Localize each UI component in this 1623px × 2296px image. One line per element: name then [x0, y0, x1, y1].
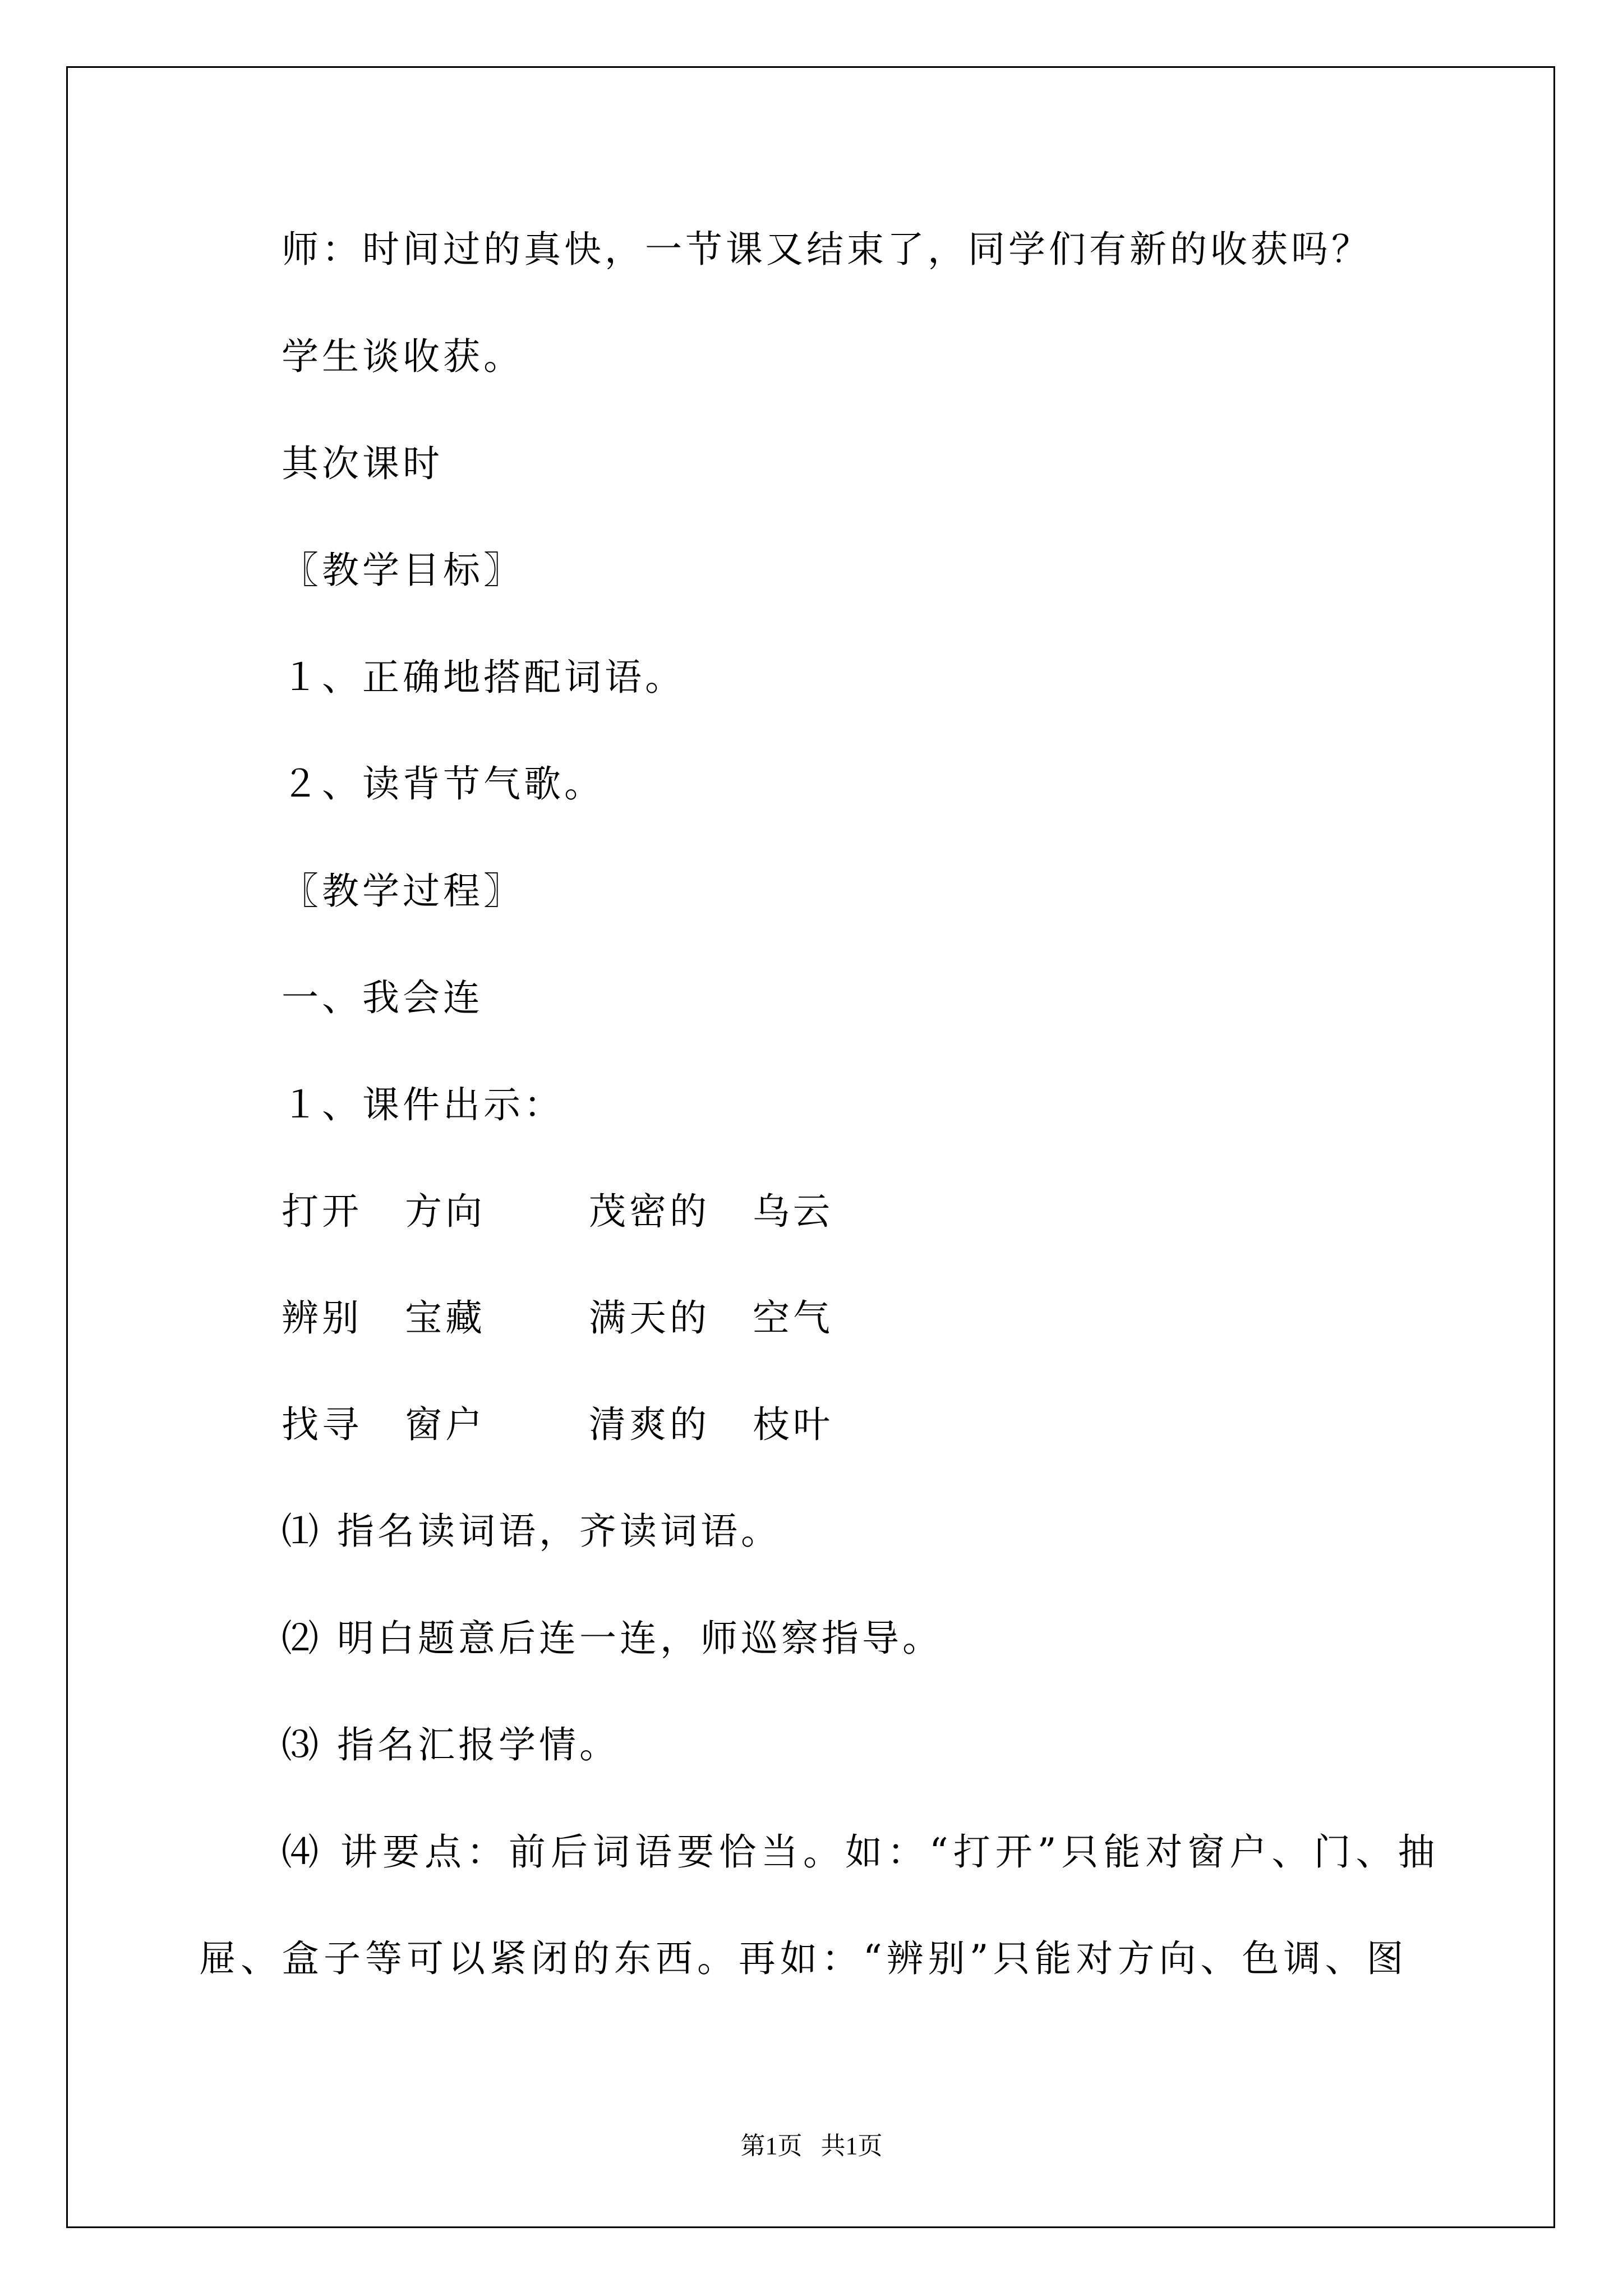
text-line-students-share: 学生谈收获。 [282, 335, 524, 378]
word-cell: 打开 [282, 1190, 362, 1233]
step-item-4-line-2: 屉、盒子等可以紧闭的东西。再如：“辨别”只能对方向、色调、图 [199, 1937, 1408, 1980]
section-heading-second-lesson: 其次课时 [282, 442, 443, 485]
page-footer: 第1页 共1页 [740, 2132, 883, 2160]
word-cell: 找寻 [282, 1403, 362, 1446]
word-cell: 空气 [753, 1296, 833, 1340]
word-cell: 乌云 [753, 1190, 833, 1233]
heading-teaching-goals: 〖教学目标〗 [282, 549, 524, 592]
step-item-2: ⑵ 明白题意后连一连，师巡察指导。 [282, 1617, 943, 1660]
word-cell: 窗户 [405, 1403, 486, 1446]
word-cell: 茂密的 [589, 1190, 710, 1233]
heading-teaching-process: 〖教学过程〗 [282, 869, 524, 913]
word-table-row-2 [282, 1296, 955, 1341]
goal-item-2: ２、读背节气歌。 [282, 762, 605, 806]
step-item-4-line-1: ⑷ 讲要点：前后词语要恰当。如：“打开”只能对窗户、门、抽 [282, 1830, 1440, 1874]
page-border [66, 66, 1555, 2228]
text-line-teacher-question: 师：时间过的真快，一节课又结束了，同学们有新的收获吗？ [282, 228, 1372, 271]
word-cell: 方向 [405, 1190, 486, 1233]
word-cell: 宝藏 [405, 1296, 486, 1340]
word-cell: 辨别 [282, 1296, 362, 1340]
word-cell: 枝叶 [753, 1403, 833, 1446]
goal-item-1: １、正确地搭配词语。 [282, 656, 685, 699]
step-item-1: ⑴ 指名读词语，齐读词语。 [282, 1510, 781, 1553]
step-item-3: ⑶ 指名汇报学情。 [282, 1723, 620, 1766]
word-cell: 清爽的 [589, 1403, 710, 1446]
word-cell: 满天的 [589, 1296, 710, 1340]
word-table-row-1 [282, 1189, 955, 1234]
section-heading-matching: 一、我会连 [282, 976, 483, 1019]
step-courseware-display: １、课件出示： [282, 1083, 564, 1126]
word-table-row-3 [282, 1402, 955, 1447]
